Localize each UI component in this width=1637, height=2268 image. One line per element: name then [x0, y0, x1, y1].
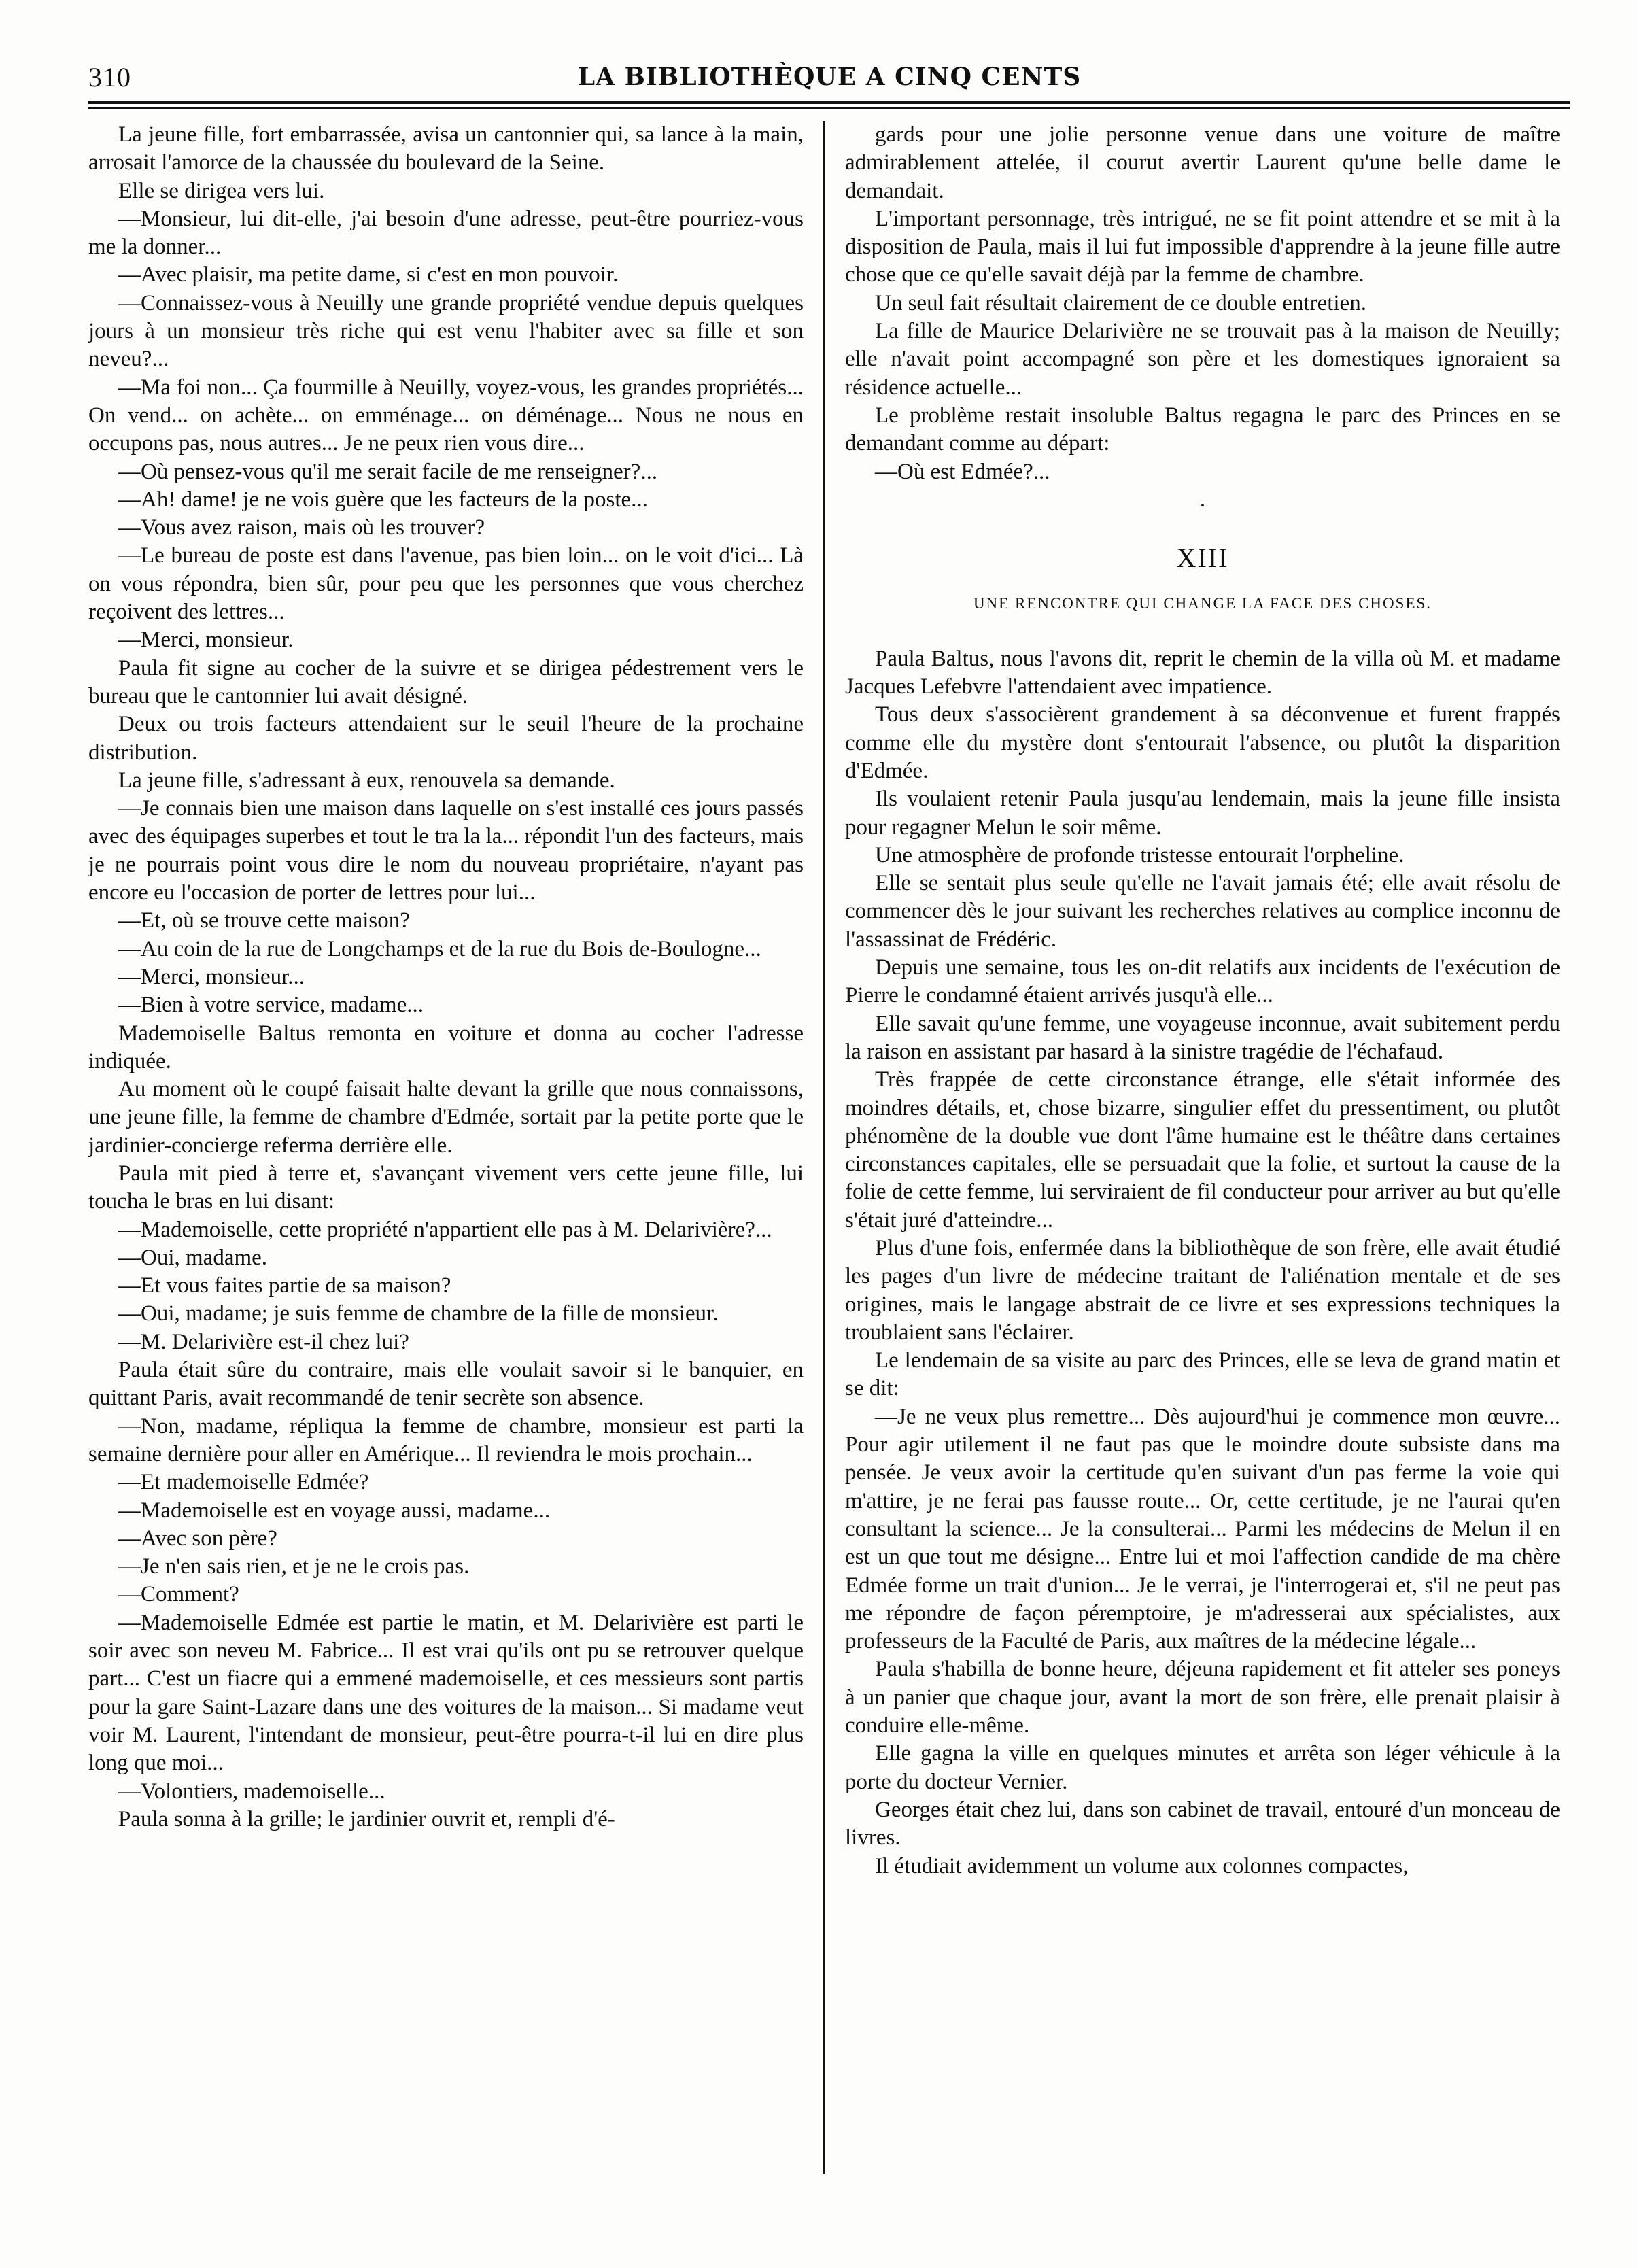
paragraph: Elle savait qu'une femme, une voyageuse inconnue, avait subitement perdu la raison en assistant par hasard à la sinistre tragédie de l'échafaud. [845, 1011, 1560, 1064]
paragraph: Ils voulaient retenir Paula jusqu'au lendemain, mais la jeune fille insista pour regagner Melun le soir même. [845, 787, 1560, 840]
paragraph: Plus d'une fois, enfermée dans la bibliothèque de son frère, elle avait étudié les pages d'un livre de médecine traitant de l'aliénation mentale et de ses origines, mais le langage abstrait de ce livre et ses expressions techniques la troublaient sans l'éclairer. [845, 1235, 1560, 1345]
paragraph: Paula fit signe au cocher de la suivre et se dirigea pédestrement vers le bureau que le cantonnier lui avait désigné. [88, 655, 804, 708]
paragraph: —Et vous faites partie de sa maison? [118, 1273, 451, 1299]
paragraph: —M. Delarivière est-il chez lui? [118, 1329, 409, 1354]
right-column-top-paragraphs [845, 121, 1560, 486]
paragraph: Au moment où le coupé faisait halte devant la grille que nous connaissons, une jeune fille, la femme de chambre d'Edmée, sortait par la petite porte que le jardinier-concierge referma derrière elle. [88, 1077, 804, 1158]
header-rule-thin [88, 107, 1570, 109]
paragraph: —Volontiers, mademoiselle... [118, 1779, 385, 1804]
paragraph: Deux ou trois facteurs attendaient sur le seuil l'heure de la prochaine distribution. [88, 712, 804, 765]
paragraph: Elle se dirigea vers lui. [118, 178, 325, 203]
left-column [88, 121, 804, 2201]
paragraph: Tous deux s'associèrent grandement à sa déconvenue et furent frappés comme elle du mystère dont s'entourait l'absence, ou plutôt la disparition d'Edmée. [845, 702, 1560, 783]
column-divider [823, 121, 825, 2174]
paragraph: —Le bureau de poste est dans l'avenue, pas bien loin... on le voit d'ici... Là on vous répondra, bien sûr, pour peu que les personnes que vous cherchez reçoivent des lettres... [88, 543, 804, 625]
paragraph: —Je connais bien une maison dans laquelle on s'est installé ces jours passés avec des équipages superbes et tout le tra la la... répondit l'un des facteurs, mais je ne pourrais point vous dire le nom du nouveau propriétaire, n'ayant pas encore eu l'occasion de porter de lettres pour lui... [88, 796, 804, 906]
paragraph: Elle gagna la ville en quelques minutes et arrêta son léger véhicule à la porte du docteur Vernier. [845, 1741, 1560, 1794]
paragraph: —Avec plaisir, ma petite dame, si c'est en mon pouvoir. [118, 262, 619, 288]
paragraph: —Mademoiselle, cette propriété n'appartient elle pas à M. Delarivière?... [118, 1217, 772, 1242]
paragraph: Elle se sentait plus seule qu'elle ne l'avait jamais été; elle avait résolu de commencer dès le jour suivant les recherches relatives au complice inconnu de l'assassinat de Frédéric. [845, 871, 1560, 952]
paragraph: —Connaissez-vous à Neuilly une grande propriété vendue depuis quelques jours à un monsieur très riche qui est venu l'habiter avec sa fille et son neveu?... [88, 290, 804, 372]
paragraph: —Et, où se trouve cette maison? [118, 908, 410, 933]
paragraph: Très frappée de cette circonstance étrange, elle s'était informée des moindres détails, et, chose bizarre, singulier effet du pressentiment, ou plutôt phénomène de la double vue dont l'âme humaine est le théâtre dans certaines circonstances capitales, elle se persuadait que la folie, et surtout la cause de la folie de cette femme, lui serviraient de fil conducteur pour arriver au but qu'elle s'était juré d'atteindre... [845, 1067, 1560, 1233]
paragraph: —Merci, monsieur. [118, 628, 294, 653]
paragraph: Il étudiait avidemment un volume aux colonnes compactes, [875, 1853, 1409, 1878]
paragraph: —Au coin de la rue de Longchamps et de la rue du Bois de-Boulogne... [118, 936, 761, 961]
paragraph: La jeune fille, s'adressant à eux, renouvela sa demande. [118, 768, 615, 793]
paragraph: —Je n'en sais rien, et je ne le crois pas. [118, 1554, 470, 1579]
paragraph: Paula Baltus, nous l'avons dit, reprit le chemin de la villa où M. et madame Jacques Lefebvre l'attendaient avec impatience. [845, 646, 1560, 700]
right-column [845, 121, 1560, 2201]
paragraph: —Comment? [118, 1582, 239, 1607]
paragraph: L'important personnage, très intrigué, ne se fit point attendre et se mit à la disposition de Paula, mais il lui fut impossible d'apprendre à la jeune fille autre chose que ce qu'elle savait déjà par la femme de chambre. [845, 206, 1560, 288]
paragraph: Le lendemain de sa visite au parc des Princes, elle se leva de grand matin et se dit: [845, 1348, 1560, 1401]
paragraph: Le problème restait insoluble Baltus regagna le parc des Princes en se demandant comme au départ: [845, 402, 1560, 456]
paragraph: —Oui, madame; je suis femme de chambre de la fille de monsieur. [118, 1301, 719, 1326]
chapter-title: UNE RENCONTRE QUI CHANGE LA FACE DES CHOSES. [973, 595, 1432, 613]
paragraph: —Où est Edmée?... [875, 459, 1050, 484]
paragraph: Une atmosphère de profonde tristesse entourait l'orpheline. [875, 842, 1405, 867]
paragraph: Georges était chez lui, dans son cabinet de travail, entouré d'un monceau de livres. [845, 1797, 1560, 1851]
paragraph: —Mademoiselle est en voyage aussi, madame... [118, 1498, 551, 1523]
paragraph: Paula était sûre du contraire, mais elle voulait savoir si le banquier, en quittant Paris, avait recommandé de tenir secrète son absence. [88, 1358, 804, 1411]
paragraph: —Monsieur, lui dit-elle, j'ai besoin d'une adresse, peut-être pourriez-vous me la donner... [88, 206, 804, 260]
paragraph: Depuis une semaine, tous les on-dit relatifs aux incidents de l'exécution de Pierre le condamné étaient arrivés jusqu'à elle... [845, 955, 1560, 1008]
paragraph: —Bien à votre service, madame... [118, 993, 424, 1018]
paragraph: Paula mit pied à terre et, s'avançant vivement vers cette jeune fille, lui toucha le bras en lui disant: [88, 1161, 804, 1214]
page-number: 310 [88, 62, 131, 92]
paragraph: —Et mademoiselle Edmée? [118, 1470, 369, 1495]
paragraph: —Ma foi non... Ça fourmille à Neuilly, voyez-vous, les grandes propriétés... On vend... on achète... on emménage... on déménage... Nous ne nous en occupons pas, nous autres... Je ne peux rien vous dire... [88, 375, 804, 456]
paragraph: —Ah! dame! je ne vois guère que les facteurs de la poste... [118, 487, 648, 512]
header-rule-thick [88, 101, 1570, 104]
page-header [88, 56, 1570, 97]
paragraph: La fille de Maurice Delarivière ne se trouvait pas à la maison de Neuilly; elle n'avait point accompagné son père et les domestiques ignoraient sa résidence actuelle... [845, 319, 1560, 400]
paragraph: —Merci, monsieur... [118, 964, 305, 989]
paragraph: —Mademoiselle Edmée est partie le matin, et M. Delarivière est parti le soir avec son neveu M. Fabrice... Il est vrai qu'ils ont pu se retrouver quelque part... C'est un fiacre qui a emmené mademoiselle, et ces messieurs sont partis pour la gare Saint-Lazare dans une des voitures de la maison... Si madame veut voir M. Laurent, l'intendant de monsieur, peut-être pourra-t-il lui en dire plus long que moi... [88, 1610, 804, 1776]
chapter-number: XIII [1176, 543, 1229, 574]
paragraph: —Oui, madame. [118, 1245, 268, 1270]
running-title: LA BIBLIOTHÈQUE A CINQ CENTS [577, 63, 1082, 91]
paragraph: gards pour une jolie personne venue dans une voiture de maître admirablement attelée, il courut avertir Laurent qu'une belle dame le demandait. [845, 122, 1560, 203]
paragraph: La jeune fille, fort embarrassée, avisa un cantonnier qui, sa lance à la main, arrosait l'amorce de la chaussée du boulevard de la Seine. [88, 122, 804, 175]
ornament-dot: . [1199, 487, 1206, 512]
right-column-bottom-paragraphs [845, 645, 1560, 1880]
paragraph: —Vous avez raison, mais où les trouver? [118, 515, 485, 540]
paragraph: Paula sonna à la grille; le jardinier ouvrit et, rempli d'é- [118, 1806, 615, 1832]
paragraph: —Avec son père? [118, 1526, 277, 1551]
paragraph: Un seul fait résultait clairement de ce double entretien. [875, 290, 1366, 315]
paragraph: Mademoiselle Baltus remonta en voiture et donna au cocher l'adresse indiquée. [88, 1020, 804, 1073]
left-column-paragraphs [88, 121, 804, 1834]
paragraph: Paula s'habilla de bonne heure, déjeuna rapidement et fit atteler ses poneys à un panier que chaque jour, avant la mort de son frère, elle prenait plaisir à conduire elle-même. [845, 1657, 1560, 1738]
paragraph: —Non, madame, répliqua la femme de chambre, monsieur est parti la semaine dernière pour aller en Amérique... Il reviendra le mois prochain... [88, 1413, 804, 1466]
paragraph: —Je ne veux plus remettre... Dès aujourd'hui je commence mon œuvre... Pour agir utilement il ne faut pas que le moindre doute subsiste dans ma pensée. Je veux avoir la certitude qu'en suivant d'un pas ferme la voie qui m'attire, je ne ferai pas fausse route... Or, cette certitude, je ne l'aurai qu'en consultant la science... Je la consulterai... Parmi les médecins de Melun il en est un que tout me désigne... Entre lui et moi l'affection candide de ma chère Edmée forme un trait d'union... Je le verrai, je l'interrogerai et, s'il ne peut pas me répondre de façon péremptoire, je m'adresserai aux spécialistes, aux professeurs de la Faculté de Paris, aux maîtres de la médecine légale... [845, 1404, 1560, 1654]
paragraph: —Où pensez-vous qu'il me serait facile de me renseigner?... [118, 459, 658, 484]
